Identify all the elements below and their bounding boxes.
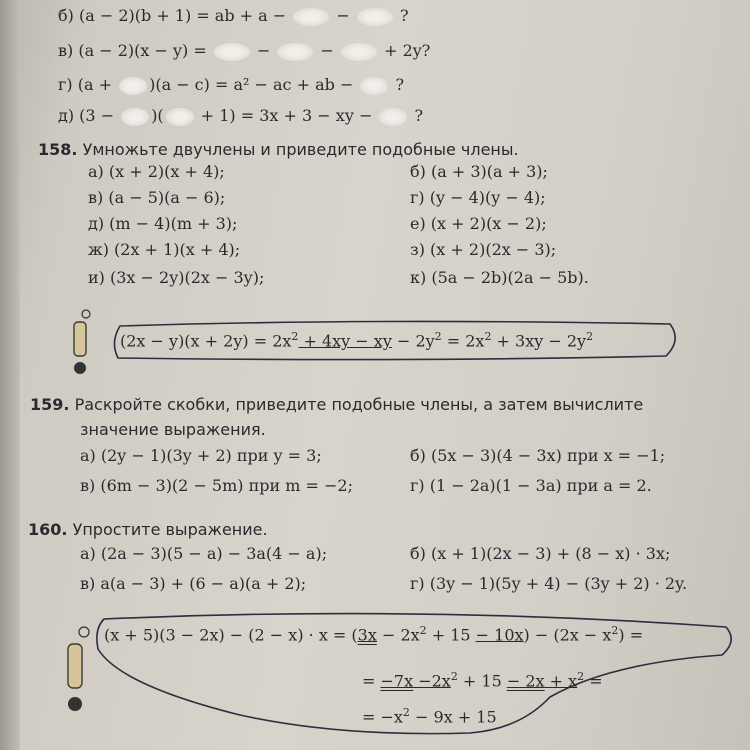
- exclamation-icon: [60, 300, 100, 380]
- ink-blot: [357, 8, 393, 26]
- example-160-line-2: = $-7x -2x^2 + 15 - 2x + x^2$ =: [362, 670, 603, 691]
- ex158-item-b: б) (a + 3)(a + 3);: [410, 162, 548, 181]
- ex158-item-v: в) (a − 5)(a − 6);: [88, 188, 226, 207]
- ex158-item-a: а) (x + 2)(x + 4);: [88, 162, 225, 181]
- exercise-160-heading: 160. Упростите выражение.: [28, 520, 268, 539]
- ink-blot: [119, 77, 147, 95]
- ex159-item-g: г) (1 − 2a)(1 − 3a) при a = 2.: [410, 476, 652, 495]
- example-160-line-1: $(x + 5)(3 - 2x) - (2 - x) \cdot x = (3x - 2x^2 + 15 - 10x) - (2x - x^2)$ =: [104, 624, 644, 645]
- ink-blot: [214, 43, 250, 61]
- ink-blot: [379, 108, 407, 126]
- ex158-item-g: г) (y − 4)(y − 4);: [410, 188, 546, 207]
- exercise-158-heading: 158. Умножьте двучлены и приведите подобные члены.: [38, 140, 519, 159]
- ink-blot: [166, 108, 194, 126]
- ink-blot: [293, 8, 329, 26]
- ink-blot: [121, 108, 149, 126]
- prev-item-v: в) (a − 2)(x − y) = − − + 2y?: [58, 41, 431, 60]
- ex160-item-b: б) (x + 1)(2x − 3) + (8 − x) · 3x;: [410, 544, 671, 563]
- ex160-item-g: г) (3y − 1)(5y + 4) − (3y + 2) · 2y.: [410, 574, 688, 593]
- ex159-item-a: а) (2y − 1)(3y + 2) при y = 3;: [80, 446, 322, 465]
- example-160-line-3: = $-x^2 - 9x + 15$: [362, 706, 497, 727]
- ex158-item-i: и) (3x − 2y)(2x − 3y);: [88, 268, 265, 287]
- ex158-item-zh: ж) (2x + 1)(x + 4);: [88, 240, 241, 259]
- exercise-159-heading: 159. Раскройте скобки, приведите подобные члены, а затем вычислите: [30, 395, 644, 414]
- ex158-item-d: д) (m − 4)(m + 3);: [88, 214, 238, 233]
- ex159-item-v: в) (6m − 3)(2 − 5m) при m = −2;: [80, 476, 353, 495]
- ink-blot: [341, 43, 377, 61]
- ink-blot: [360, 77, 388, 95]
- exercise-159-heading-cont: значение выражения.: [80, 420, 266, 439]
- ex158-item-e: е) (x + 2)(x − 2);: [410, 214, 547, 233]
- prev-item-b: б) (a − 2)(b + 1) = ab + a − − ?: [58, 6, 409, 25]
- ex160-item-a: а) (2a − 3)(5 − a) − 3a(4 − a);: [80, 544, 328, 563]
- page-spine: [0, 0, 20, 750]
- ex160-item-v: в) a(a − 3) + (6 − a)(a + 2);: [80, 574, 307, 593]
- prev-item-d: д) (3 − )( + 1) = 3x + 3 − xy − ?: [58, 106, 424, 125]
- ex158-item-z: з) (x + 2)(2x − 3);: [410, 240, 557, 259]
- ink-blot: [277, 43, 313, 61]
- ex159-item-b: б) (5x − 3)(4 − 3x) при x = −1;: [410, 446, 666, 465]
- ex158-item-k: к) (5a − 2b)(2a − 5b).: [410, 268, 589, 287]
- example-158-formula: $(2x - y)(x + 2y) = 2x^2 + 4xy$ − xy − $2y^2 = 2x^2 + 3xy - 2y^2$: [120, 330, 594, 351]
- prev-item-g: г) (a + )(a − c) = a² − ac + ab − ?: [58, 75, 405, 94]
